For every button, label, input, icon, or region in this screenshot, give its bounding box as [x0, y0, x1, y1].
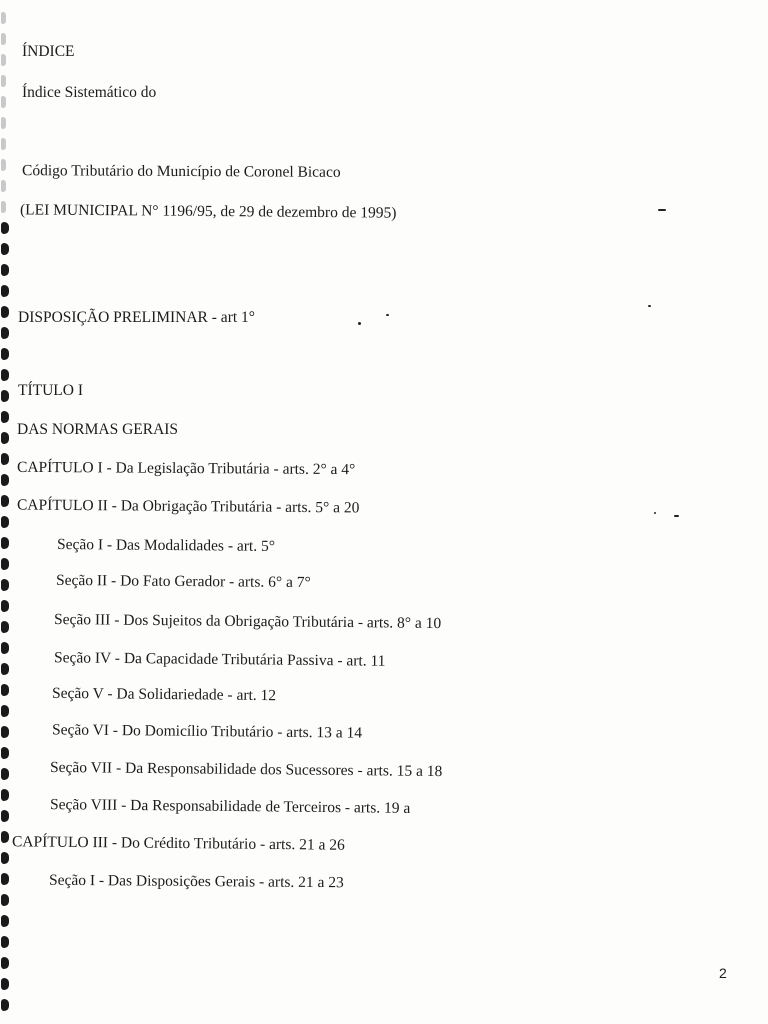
binding-hole [1, 12, 6, 24]
scan-speck [658, 209, 666, 211]
toc-entry-secao-7: Seção VII - Da Responsabilidade dos Sucessores - arts. 15 a 18 [49, 758, 443, 781]
binding-hole [1, 33, 6, 45]
binding-hole [1, 453, 9, 465]
toc-entry-secao-6: Seção VI - Do Domicílio Tributário - arts. 13 a 14 [51, 721, 363, 742]
binding-hole [1, 726, 9, 738]
scan-speck [648, 305, 651, 307]
toc-entry-capitulo-3: CAPÍTULO III - Do Crédito Tributário - arts. 21 a 26 [11, 833, 345, 854]
binding-hole [1, 600, 9, 612]
binding-hole [1, 222, 9, 234]
toc-entry-titulo: TÍTULO I [18, 382, 83, 399]
binding-hole [1, 306, 9, 318]
toc-entry-secao-1: Seção I - Das Modalidades - art. 5° [56, 536, 276, 555]
binding-hole [1, 831, 9, 843]
binding-hole [1, 915, 9, 927]
scan-speck [654, 512, 656, 514]
binding-hole [1, 684, 9, 696]
binding-hole [1, 54, 6, 66]
law-reference: (LEI MUNICIPAL N° 1196/95, de 29 de dezembro de 1995) [19, 201, 397, 222]
toc-entry-secao-5: Seção V - Da Solidariedade - art. 12 [51, 684, 277, 705]
binding-hole [1, 243, 9, 255]
toc-entry-capitulo-2: CAPÍTULO II - Da Obrigação Tributária - arts. 5° a 20 [16, 496, 360, 517]
toc-entry-capitulo-1: CAPÍTULO I - Da Legislação Tributária - arts. 2° a 4° [16, 458, 356, 479]
binding-hole [1, 75, 6, 87]
binding-hole [1, 327, 9, 339]
binding-hole [1, 852, 9, 864]
binding-hole [1, 432, 9, 444]
binding-hole [1, 348, 9, 360]
binding-hole [1, 96, 6, 108]
scan-speck [674, 515, 679, 517]
binding-hole [1, 957, 9, 969]
binding-hole [1, 474, 9, 486]
binding-hole [1, 558, 9, 570]
binding-hole [1, 495, 9, 507]
binding-hole [1, 936, 9, 948]
toc-entry-secao-1-b: Seção I - Das Disposições Gerais - arts. 21 a 23 [48, 871, 344, 892]
binding-hole [1, 390, 9, 402]
toc-entry-secao-2: Seção II - Do Fato Gerador - arts. 6° a 7° [55, 571, 311, 592]
binding-hole [1, 285, 9, 297]
binding-hole [1, 768, 9, 780]
binding-hole [1, 894, 9, 906]
binding-hole [1, 411, 9, 423]
scan-speck [358, 322, 361, 325]
binding-hole [1, 516, 9, 528]
code-title: Código Tributário do Município de Coronel Bicaco [21, 162, 341, 181]
toc-entry-normas: DAS NORMAS GERAIS [17, 421, 179, 438]
binding-hole [1, 159, 6, 171]
binding-hole [1, 642, 9, 654]
binding-hole [1, 663, 9, 675]
binding-hole [1, 537, 9, 549]
binding-hole [1, 978, 9, 990]
binding-hole [1, 873, 9, 885]
binding-hole [1, 579, 9, 591]
binding-hole [1, 621, 9, 633]
binding-hole [1, 810, 9, 822]
binding-hole [1, 138, 6, 150]
scan-speck [386, 314, 389, 316]
binding-hole [1, 369, 9, 381]
toc-entry-secao-4: Seção IV - Da Capacidade Tributária Passiva - art. 11 [53, 649, 386, 670]
toc-entry-disposicao: DISPOSIÇÃO PRELIMINAR - art 1° [18, 309, 255, 326]
toc-entry-secao-3: Seção III - Dos Sujeitos da Obrigação Tributária - arts. 8° a 10 [53, 610, 442, 633]
binding-hole [1, 747, 9, 759]
binding-hole [1, 180, 6, 192]
binding-hole [1, 999, 9, 1011]
binding-hole [1, 201, 6, 213]
toc-entry-secao-8: Seção VIII - Da Responsabilidade de Terceiros - arts. 19 a [49, 796, 411, 817]
binding-hole [1, 705, 9, 717]
index-subtitle: Índice Sistemático do [22, 84, 157, 101]
page-number: 2 [719, 965, 727, 981]
binding-hole [1, 264, 9, 276]
spiral-binding [0, 0, 14, 1024]
binding-hole [1, 117, 6, 129]
index-heading: ÍNDICE [22, 43, 75, 60]
binding-hole [1, 789, 9, 801]
